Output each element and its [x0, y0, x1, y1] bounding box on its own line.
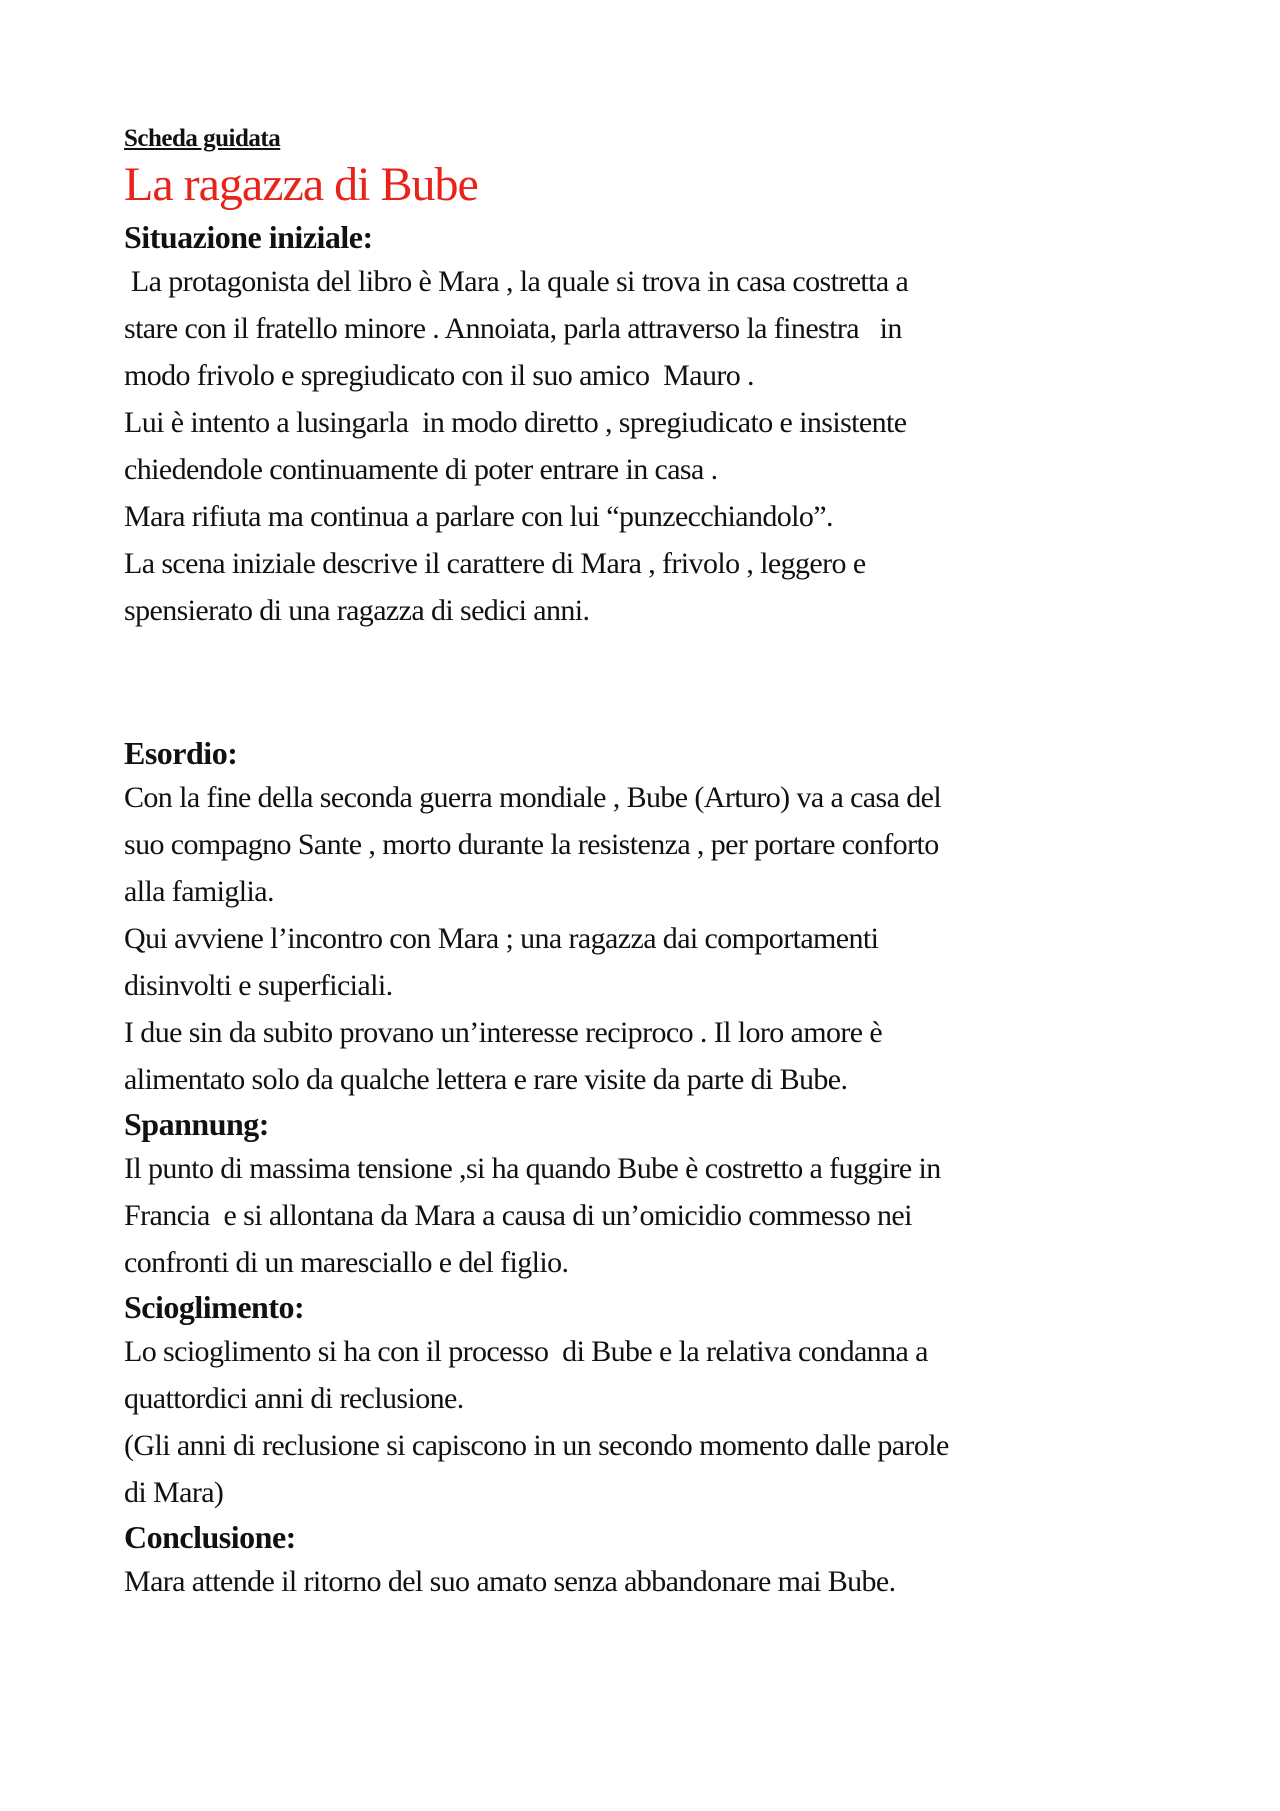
text-line: La protagonista del libro è Mara , la quale si trova in casa costretta a: [124, 265, 909, 298]
blank-space: [124, 634, 1184, 728]
text-line: spensierato di una ragazza di sedici anni.: [124, 594, 590, 627]
text-line: Lui è intento a lusingarla in modo diretto , spregiudicato e insistente: [124, 406, 907, 439]
text-line: di Mara): [124, 1476, 224, 1509]
text-line: disinvolti e superficiali.: [124, 969, 393, 1002]
text-line: Lo scioglimento si ha con il processo di Bube e la relativa condanna a: [124, 1335, 928, 1368]
text-line: Mara attende il ritorno del suo amato senza abbandonare mai Bube.: [124, 1565, 896, 1598]
text-line: alla famiglia.: [124, 875, 274, 908]
section-heading: Scioglimento:: [124, 1289, 305, 1325]
text-line: alimentato solo da qualche lettera e rare visite da parte di Bube.: [124, 1063, 848, 1096]
text-line: Il punto di massima tensione ,si ha quando Bube è costretto a fuggire in: [124, 1152, 941, 1185]
section-body: [124, 1328, 1184, 1516]
section-heading: Spannung:: [124, 1106, 269, 1142]
text-line: Con la fine della seconda guerra mondiale , Bube (Arturo) va a casa del: [124, 781, 942, 814]
section-body: [124, 1145, 1184, 1286]
section-situazione-iniziale: [124, 216, 1184, 634]
document-kicker: Scheda guidata: [124, 125, 281, 152]
document-page: [124, 122, 1184, 1605]
text-line: chiedendole continuamente di poter entrare in casa .: [124, 453, 718, 486]
text-line: modo frivolo e spregiudicato con il suo amico Mauro .: [124, 359, 754, 392]
section-heading: Esordio:: [124, 735, 238, 771]
text-line: stare con il fratello minore . Annoiata, parla attraverso la finestra in: [124, 312, 902, 345]
document-title: La ragazza di Bube: [124, 158, 478, 211]
text-line: quattordici anni di reclusione.: [124, 1382, 464, 1415]
text-line: suo compagno Sante , morto durante la resistenza , per portare conforto: [124, 828, 939, 861]
text-line: Francia e si allontana da Mara a causa di un’omicidio commesso nei: [124, 1199, 912, 1232]
text-line: confronti di un maresciallo e del figlio.: [124, 1246, 569, 1279]
text-line: La scena iniziale descrive il carattere di Mara , frivolo , leggero e: [124, 547, 866, 580]
text-line: Qui avviene l’incontro con Mara ; una ragazza dai comportamenti: [124, 922, 879, 955]
section-heading: Situazione iniziale:: [124, 219, 373, 255]
section-spannung: [124, 1103, 1184, 1286]
section-body: [124, 774, 1184, 1103]
section-esordio: [124, 732, 1184, 1103]
section-conclusione: [124, 1516, 1184, 1605]
text-line: (Gli anni di reclusione si capiscono in un secondo momento dalle parole: [124, 1429, 949, 1462]
section-body: [124, 1558, 1184, 1605]
section-body: [124, 258, 1184, 634]
text-line: I due sin da subito provano un’interesse reciproco . Il loro amore è: [124, 1016, 883, 1049]
text-line: Mara rifiuta ma continua a parlare con lui “punzecchiandolo”.: [124, 500, 833, 533]
section-heading: Conclusione:: [124, 1519, 296, 1555]
section-scioglimento: [124, 1286, 1184, 1516]
